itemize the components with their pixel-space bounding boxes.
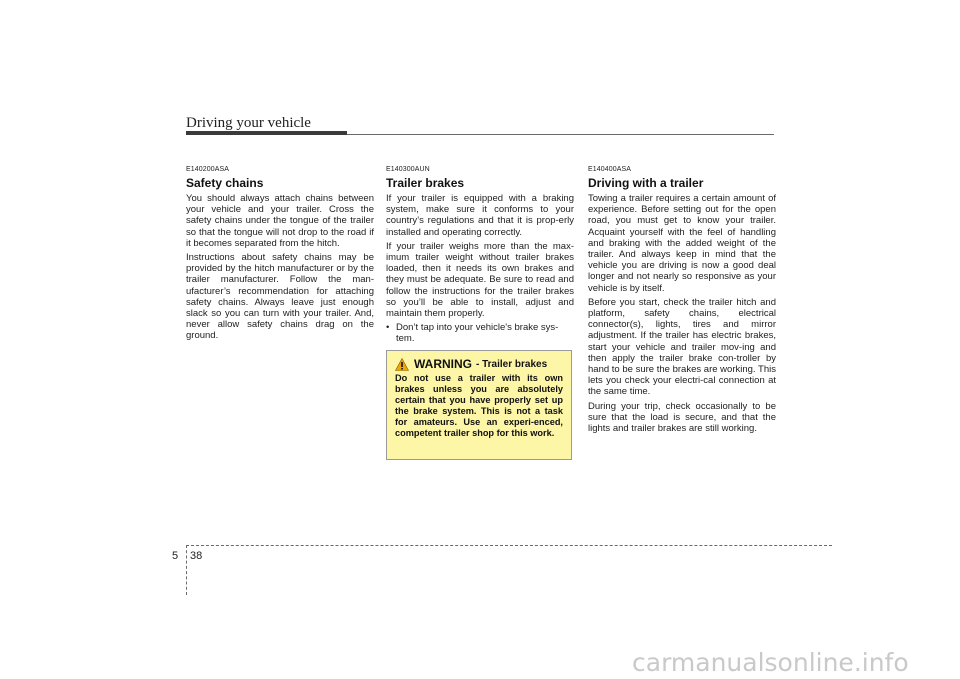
warning-triangle-icon	[395, 358, 409, 371]
footer-vertical-rule	[186, 545, 187, 595]
warning-box	[386, 350, 572, 460]
warning-header	[395, 357, 563, 371]
warning-subtitle: - Trailer brakes	[476, 358, 548, 370]
footer-rule	[186, 545, 832, 546]
warning-text: Do not use a trailer with its own brakes unless you are absolutely certain that you have properly set up the brake system. This is not a task for amateurs. Use an experi-enced, competent trailer shop for this work.	[395, 373, 563, 438]
section-heading: Driving with a trailer	[588, 176, 704, 190]
paragraph: If your trailer is equipped with a braking system, make sure it conforms to your country’s regulations and that it is prop-erly installed and operating correctly.	[386, 193, 574, 238]
bullet-text: Don’t tap into your vehicle's brake sys-tem.	[396, 322, 559, 345]
paragraph: During your trip, check occasionally to be sure that the load is secure, and that the lights and trailer brakes are still working.	[588, 400, 776, 435]
column-safety-chains	[186, 166, 374, 345]
footer-section-number: 5	[172, 550, 179, 562]
paragraph: Towing a trailer requires a certain amount of experience. Before setting out for the open road, you must get to know your trailer. Acquaint yourself with the feel of handling and braking with the added weight of the trailer. And always keep in mind that the vehicle you are driving is now a good deal longer and not nearly so responsive as your vehicle is by itself.	[588, 193, 776, 294]
footer-page-number: 38	[190, 550, 203, 562]
section-heading: Safety chains	[186, 176, 264, 190]
header-rule-thin	[347, 134, 774, 135]
page-header-title: Driving your vehicle	[186, 115, 311, 131]
watermark: carmanualsonline.info	[632, 648, 909, 677]
column-trailer-brakes	[386, 166, 574, 345]
section-heading: Trailer brakes	[386, 176, 465, 190]
warning-title: WARNING	[414, 357, 472, 371]
paragraph: Instructions about safety chains may be provided by the hitch manufacturer or by the trailer manufacturer. Follow the man-ufacturer’s recommendation for attaching safety chains. Always leave just enough slack so you can turn with your trailer. And, never allow safety chains drag on the ground.	[186, 252, 374, 342]
bullet-item	[386, 322, 574, 344]
section-code: E140400ASA	[588, 166, 632, 173]
header-rule-thick	[186, 131, 347, 135]
bullet-dot: •	[386, 322, 390, 334]
paragraph: If your trailer weighs more than the max-imum trailer weight without trailer brakes loaded, then it needs its own brakes and they must be adequate. Be sure to read and follow the instructions for the trailer brakes so you’ll be able to install, adjust and maintain them properly.	[386, 240, 574, 320]
section-code: E140300AUN	[386, 166, 430, 173]
column-driving-with-trailer	[588, 166, 776, 437]
section-code: E140200ASA	[186, 166, 230, 173]
paragraph: Before you start, check the trailer hitch and platform, safety chains, electrical connector(s), lights, tires and mirror adjustment. If the trailer has electric brakes, start your vehicle and trailer mov-ing and then apply the trailer brake con-troller by hand to be sure the brakes are working. This lets you check your electri-cal connection at the same time.	[588, 296, 776, 398]
paragraph: You should always attach chains between your vehicle and your trailer. Cross the safety chains under the tongue of the trailer so that the tongue will not drop to the road if it becomes separated from the hitch.	[186, 193, 374, 249]
